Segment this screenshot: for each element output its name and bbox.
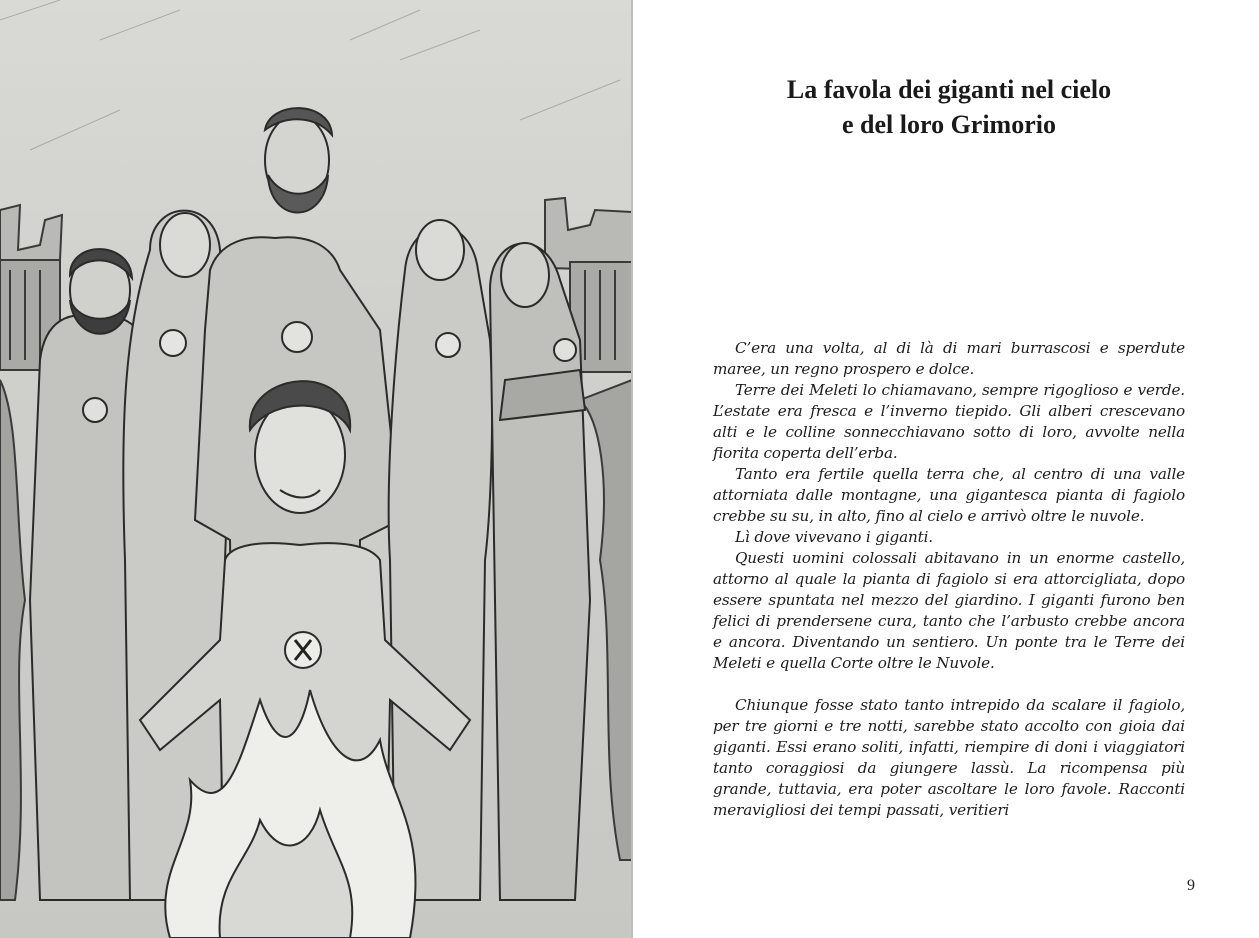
chapter-title-line-1: La favola dei giganti nel cielo (786, 75, 1112, 104)
paragraph: Tanto era fertile quella terra che, al centro di una valle attorniata dalle montagne, una gigantesca pianta di fagiolo crebbe su su, in alto, fino al cielo e arrivò oltre le nuvole. (713, 465, 1185, 525)
stone-wall-left (0, 380, 25, 900)
chapter-title (633, 72, 1259, 142)
paragraph-spacer (713, 674, 1185, 695)
paragraph: Chiunque fosse stato tanto intrepido da scalare il fagiolo, per tre giorni e tre notti, sarebbe stato accolto con gioia dai giganti. Essi erano soliti, infatti, riempire di doni i viaggiatori tanto coraggiosi da giungere lassù. La ricompensa più grande, tuttavia, era poter ascoltare le loro favole. Racconti meravigliosi dei tempi passati, veritieri (713, 696, 1185, 819)
paragraph: Lì dove vivevano i giganti. (735, 528, 933, 546)
story-body (713, 338, 1185, 821)
paragraph: C’era una volta, al di là di mari burrascosi e sperdute maree, un regno prospero e dolce. (713, 339, 1185, 378)
paragraph: Terre dei Meleti lo chiamavano, sempre rigoglioso e verde. L’estate era fresca e l’inverno tiepido. Gli alberi crescevano alti e le colline sonnecchiavano sotto di loro, avvolte nella fiorita coperta dell’erba. (713, 381, 1185, 462)
text-page (633, 0, 1259, 938)
giant-far-right (490, 243, 590, 900)
page-number: 9 (1187, 877, 1195, 894)
paragraph: Questi uomini colossali abitavano in un enorme castello, attorno al quale la pianta di fagiolo si era attorcigliata, dopo essere spuntata nel mezzo del giardino. I giganti furono ben felici di prendersene cura, tanto che l’arbusto crebbe ancora e ancora. Diventando un sentiero. Un ponte tra le Terre dei Meleti e quella Corte oltre le Nuvole. (713, 549, 1185, 672)
chapter-title-line-2: e del loro Grimorio (842, 110, 1056, 139)
giant-woman-right (389, 220, 492, 900)
